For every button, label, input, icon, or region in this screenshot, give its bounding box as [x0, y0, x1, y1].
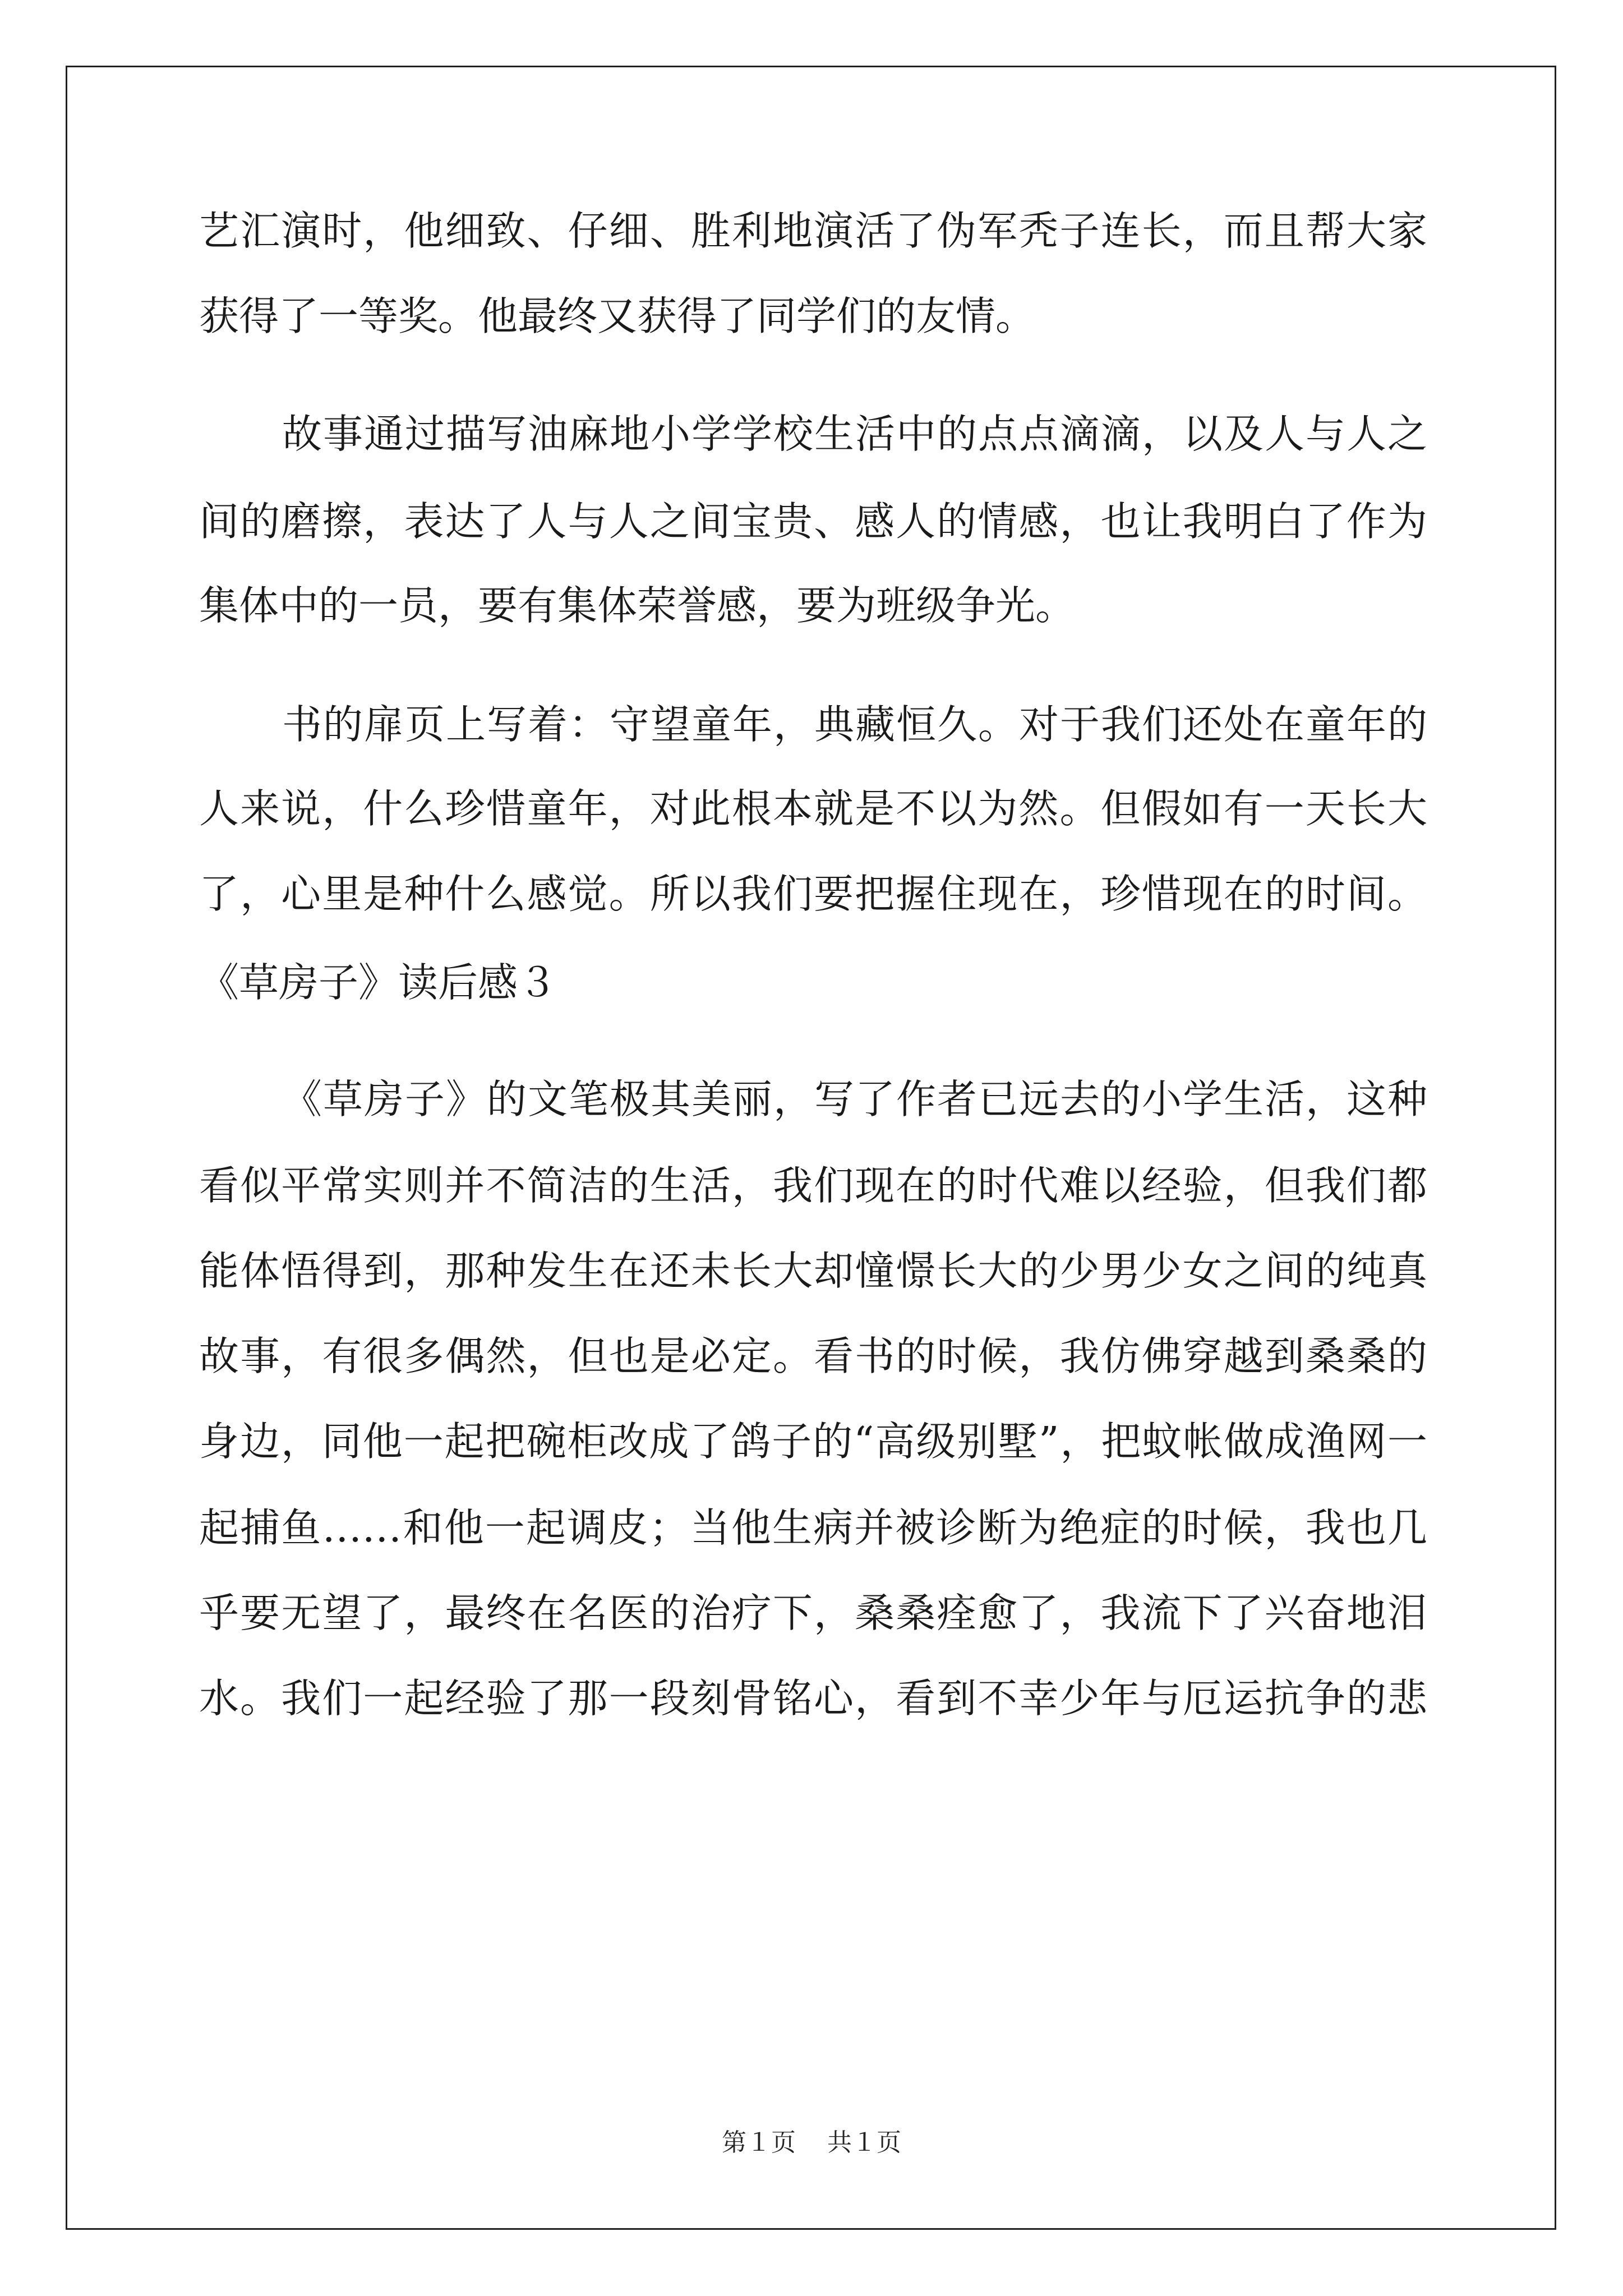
page-border: [66, 66, 1556, 2230]
text-line: 了，心里是种什么感觉。所以我们要把握住现在，珍惜现在的时间。: [199, 871, 1427, 917]
text-line: 水。我们一起经验了那一段刻骨铭心，看到不幸少年与厄运抗争的悲: [199, 1675, 1427, 1722]
text-line: 书的扉页上写着：守望童年，典藏恒久。对于我们还处在童年的: [282, 701, 1427, 748]
page-number: 第１页: [722, 2128, 796, 2157]
page-footer: [0, 2126, 1623, 2160]
text-line: 间的磨擦，表达了人与人之间宝贵、感人的情感，也让我明白了作为: [199, 498, 1427, 545]
text-line: 人来说，什么珍惜童年，对此根本就是不以为然。但假如有一天长大: [199, 785, 1427, 832]
page-total: 共１页: [827, 2128, 901, 2157]
text-line: 乎要无望了，最终在名医的治疗下，桑桑痊愈了，我流下了兴奋地泪: [199, 1590, 1427, 1636]
text-line: 身边，同他一起把碗柜改成了鸽子的“高级别墅”，把蚊帐做成渔网一: [199, 1418, 1427, 1465]
text-line: 故事通过描写油麻地小学学校生活中的点点滴滴，以及人与人之: [282, 411, 1427, 457]
text-line: 《草房子》的文笔极其美丽，写了作者已远去的小学生活，这种: [282, 1076, 1427, 1122]
text-line: 起捕鱼……和他一起调皮；当他生病并被诊断为绝症的时候，我也几: [199, 1504, 1427, 1551]
text-line: 获得了一等奖。他最终又获得了同学们的友情。: [199, 293, 1036, 339]
section-heading: 《草房子》读后感３: [199, 959, 558, 1006]
text-line: 故事，有很多偶然，但也是必定。看书的时候，我仿佛穿越到桑桑的: [199, 1333, 1427, 1379]
text-line: 艺汇演时，他细致、仔细、胜利地演活了伪军秃子连长，而且帮大家: [199, 208, 1427, 254]
text-line: 集体中的一员，要有集体荣誉感，要为班级争光。: [199, 582, 1076, 629]
text-line: 能体悟得到，那种发生在还未长大却憧憬长大的少男少女之间的纯真: [199, 1248, 1427, 1294]
text-line: 看似平常实则并不简洁的生活，我们现在的时代难以经验，但我们都: [199, 1162, 1427, 1209]
